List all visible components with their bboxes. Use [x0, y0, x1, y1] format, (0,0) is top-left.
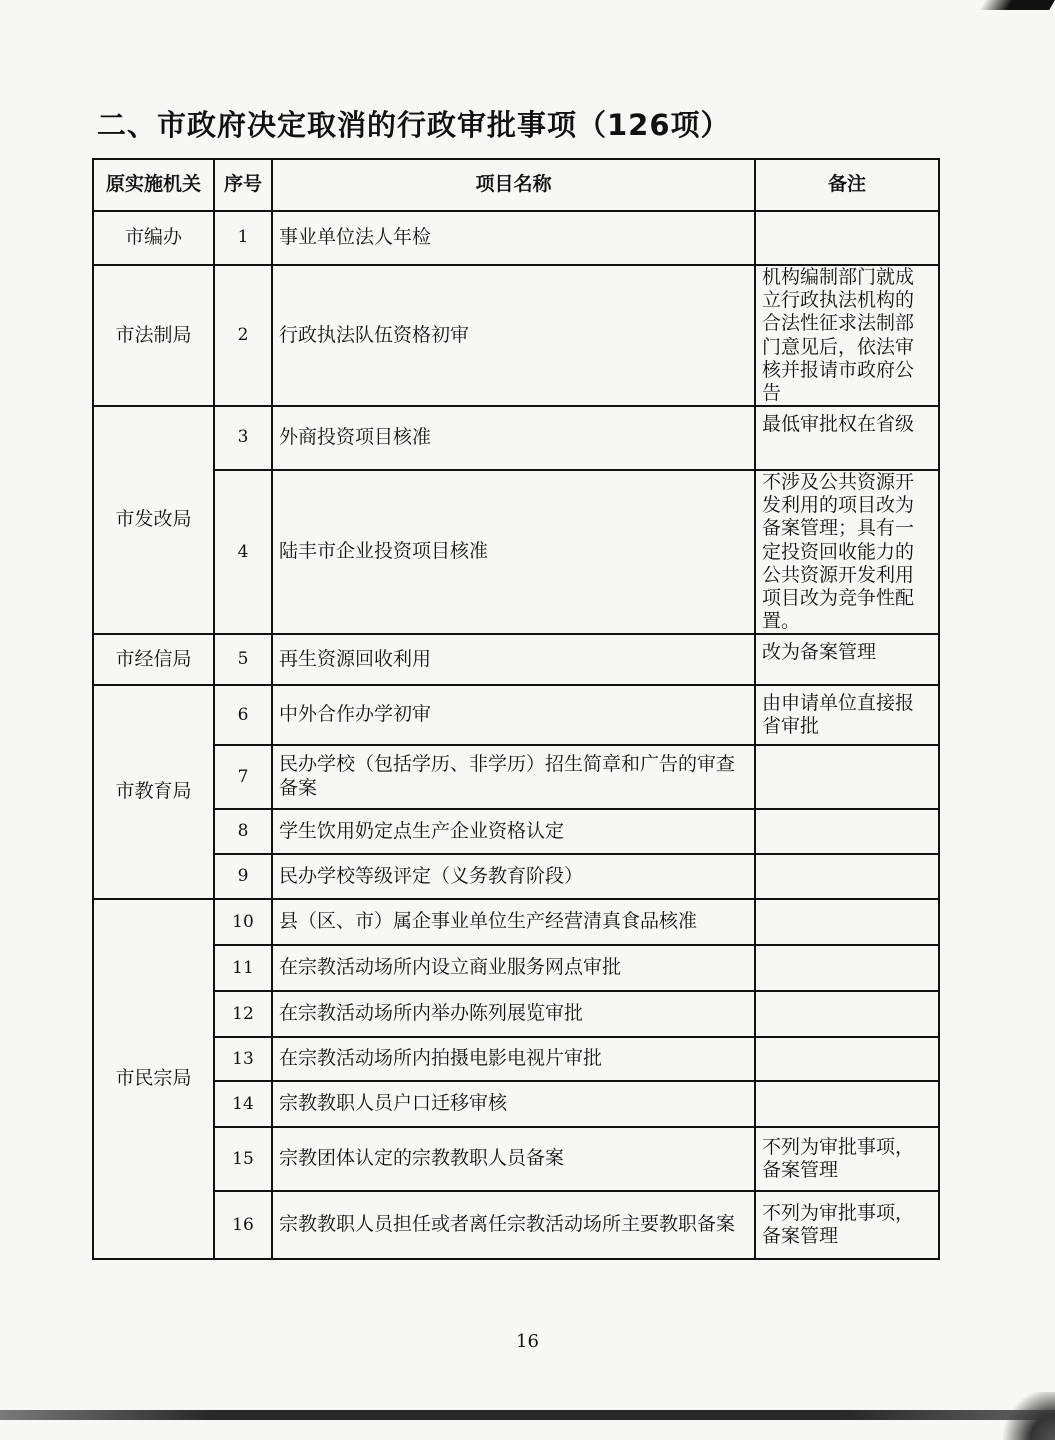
scan-corner-shadow [1003, 1392, 1055, 1440]
num-cell: 15 [214, 1127, 272, 1191]
note-cell [755, 854, 939, 899]
scan-edge-mark-bottom [0, 1410, 1055, 1420]
num-cell: 13 [214, 1037, 272, 1081]
num-cell: 11 [214, 945, 272, 991]
note-cell: 改为备案管理 [755, 634, 939, 685]
note-cell [755, 899, 939, 945]
note-cell [755, 1037, 939, 1081]
table-row [93, 265, 939, 406]
table-row [93, 854, 939, 899]
item-name-cell: 再生资源回收利用 [272, 634, 755, 685]
item-name-cell: 学生饮用奶定点生产企业资格认定 [272, 809, 755, 854]
item-name-cell: 中外合作办学初审 [272, 685, 755, 745]
org-cell: 市法制局 [93, 265, 214, 406]
item-name-cell: 行政执法队伍资格初审 [272, 265, 755, 406]
item-name-cell: 事业单位法人年检 [272, 211, 755, 265]
num-cell: 6 [214, 685, 272, 745]
org-cell: 市经信局 [93, 634, 214, 685]
table-row [93, 945, 939, 991]
item-name-cell: 在宗教活动场所内举办陈列展览审批 [272, 991, 755, 1037]
header-note: 备注 [755, 159, 939, 211]
table-row [93, 211, 939, 265]
num-cell: 12 [214, 991, 272, 1037]
table-row [93, 470, 939, 634]
scan-edge-mark-top [979, 0, 1055, 10]
num-cell: 3 [214, 406, 272, 470]
note-cell [755, 1081, 939, 1127]
num-cell: 5 [214, 634, 272, 685]
table-row [93, 745, 939, 809]
note-cell [755, 211, 939, 265]
note-cell: 不列为审批事项，备案管理 [755, 1191, 939, 1259]
note-cell [755, 945, 939, 991]
item-name-cell: 宗教教职人员担任或者离任宗教活动场所主要教职备案 [272, 1191, 755, 1259]
table-row [93, 685, 939, 745]
item-name-cell: 县（区、市）属企事业单位生产经营清真食品核准 [272, 899, 755, 945]
num-cell: 7 [214, 745, 272, 809]
table-row [93, 1037, 939, 1081]
header-name: 项目名称 [272, 159, 755, 211]
note-cell [755, 809, 939, 854]
header-org: 原实施机关 [93, 159, 214, 211]
org-cell: 市发改局 [93, 406, 214, 634]
org-cell: 市教育局 [93, 685, 214, 899]
item-name-cell: 民办学校（包括学历、非学历）招生简章和广告的审查备案 [272, 745, 755, 809]
item-name-cell: 在宗教活动场所内设立商业服务网点审批 [272, 945, 755, 991]
org-cell: 市编办 [93, 211, 214, 265]
num-cell: 16 [214, 1191, 272, 1259]
item-name-cell: 外商投资项目核准 [272, 406, 755, 470]
table-row [93, 1081, 939, 1127]
num-cell: 10 [214, 899, 272, 945]
item-name-cell: 宗教团体认定的宗教教职人员备案 [272, 1127, 755, 1191]
item-name-cell: 宗教教职人员户口迁移审核 [272, 1081, 755, 1127]
num-cell: 8 [214, 809, 272, 854]
note-cell [755, 745, 939, 809]
table-row [93, 1191, 939, 1259]
num-cell: 4 [214, 470, 272, 634]
table-row [93, 991, 939, 1037]
num-cell: 14 [214, 1081, 272, 1127]
document-title: 二、市政府决定取消的行政审批事项（126项） [97, 108, 731, 142]
table-row [93, 809, 939, 854]
note-cell: 由申请单位直接报省审批 [755, 685, 939, 745]
table-header-row [93, 159, 939, 211]
approval-items-table [92, 158, 940, 1260]
note-cell: 不涉及公共资源开发利用的项目改为备案管理；具有一定投资回收能力的公共资源开发利用项目改为竞争性配置。 [755, 470, 939, 634]
item-name-cell: 民办学校等级评定（义务教育阶段） [272, 854, 755, 899]
table-row [93, 406, 939, 470]
item-name-cell: 在宗教活动场所内拍摄电影电视片审批 [272, 1037, 755, 1081]
note-cell: 不列为审批事项，备案管理 [755, 1127, 939, 1191]
page-number: 16 [516, 1331, 539, 1352]
note-cell: 机构编制部门就成立行政执法机构的合法性征求法制部门意见后，依法审核并报请市政府公告 [755, 265, 939, 406]
num-cell: 1 [214, 211, 272, 265]
num-cell: 9 [214, 854, 272, 899]
table-row [93, 634, 939, 685]
header-num: 序号 [214, 159, 272, 211]
item-name-cell: 陆丰市企业投资项目核准 [272, 470, 755, 634]
org-cell: 市民宗局 [93, 899, 214, 1259]
num-cell: 2 [214, 265, 272, 406]
approval-items-table-container [92, 158, 938, 1248]
table-row [93, 1127, 939, 1191]
note-cell [755, 991, 939, 1037]
table-row [93, 899, 939, 945]
note-cell: 最低审批权在省级 [755, 406, 939, 470]
